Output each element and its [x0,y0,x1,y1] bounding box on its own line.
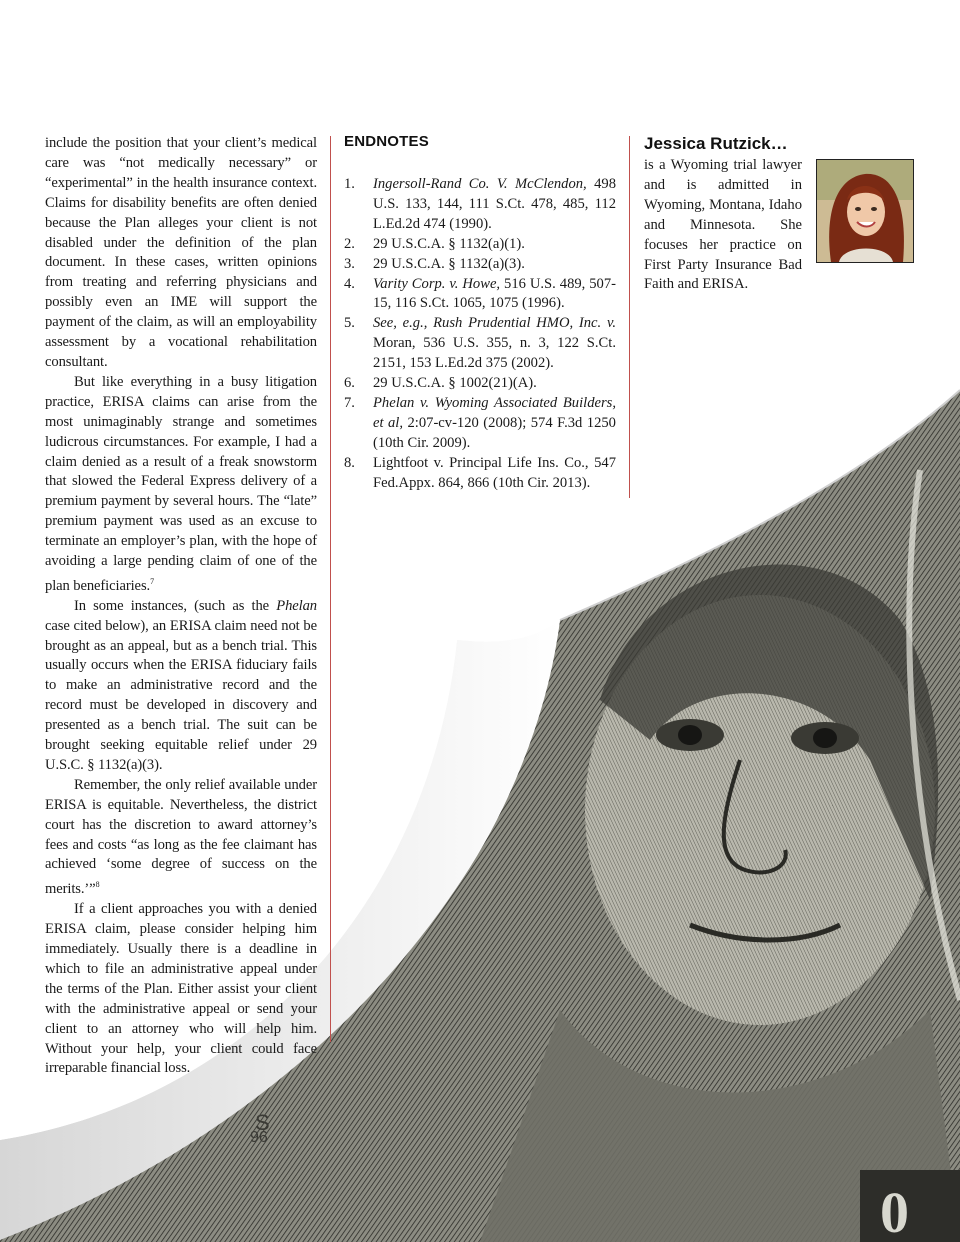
endnote-item [344,175,616,235]
author-bio-text: is a Wyoming trial lawyer and is admitted in Wyoming, Montana, Idaho and Minnesota. She focuses her practice on First Party Insurance Bad Faith and ERISA. [644,157,802,293]
endnote-number: 7. [344,394,355,411]
endnote-citation: Moran, 536 U.S. 355, n. 3, 122 S.Ct. 2151, 153 L.Ed.2d 375 (2002). [373,335,616,372]
endnote-number: 6. [344,375,355,392]
svg-text:S: S [255,1110,270,1135]
article-body-column [45,134,317,1079]
case-name-italic: Phelan [276,597,317,614]
endnote-citation: 498 U.S. 133, 144, 111 S.Ct. 478, 485, 112 L.Ed.2d 474 (1990). [373,176,616,232]
endnote-citation: 29 U.S.C.A. § 1002(21)(A). [373,375,537,392]
author-photo [816,159,914,263]
endnote-item [344,454,616,494]
endnote-number: 1. [344,176,355,192]
endnote-case-name: Ingersoll-Rand Co. V. McClendon, [373,176,587,192]
endnote-number: 8. [344,454,355,471]
body-paragraph-3-text-end: case cited below), an ERISA claim need not be brought as an appeal, but as a bench trial. This usually occurs when the ERISA fiduciary fails to make an administrative record and the record must be developed in discovery and presented as a bench trial. The suit can be brought seeking equitable relief under 29 U.S.C. § 1132(a)(3). [45,617,317,773]
endnote-number: 2. [344,235,355,252]
body-paragraph-2 [45,373,317,597]
endnote-number: 3. [344,255,355,272]
endnotes-heading: ENDNOTES [344,133,429,150]
endnote-item [344,235,616,255]
endnote-ref-8: 8 [95,880,100,890]
body-paragraph-3-text-start: In some instances, (such as the [74,597,277,614]
endnote-item [344,394,616,454]
endnote-item [344,314,616,374]
body-paragraph-2-text: But like everything in a busy litigation practice, ERISA claims can arise from the most unimaginably strange and sometimes ludicrous circumstances. For example, I had a claim denied as a result of a freak snowstorm that slowed the Federal Express delivery of a premium payment by several hours. The “late” premium payment was used as an excuse to terminate an employer’s plan, with the hope of avoiding a large pending claim of one of the plan beneficiaries. [45,373,317,594]
column-divider-left [330,136,331,1042]
endnote-ref-7: 7 [150,576,154,586]
endnote-citation: 516 U.S. 489, 507-15, 116 S.Ct. 1065, 1075 (1996). [373,275,616,312]
author-name: Jessica Rutzick… [644,134,788,153]
body-paragraph-4 [45,776,317,900]
endnotes-list [344,175,616,494]
endnote-number: 4. [344,275,355,292]
endnote-case-name: See, e.g., Rush Prudential HMO, Inc. v. [373,315,616,332]
endnote-citation: 29 U.S.C.A. § 1132(a)(1). [373,235,525,252]
endnote-case-name: Phelan v. Wyoming Associated Builders, et al, [373,394,616,431]
body-paragraph-4-text: Remember, the only relief available under ERISA is equitable. Nevertheless, the district court has the discretion to award attorney’s fees and costs “as long as the fee claimant has achieved ‘some degree of success on the merits.’” [45,776,317,898]
body-paragraph-1: include the position that your client’s medical care was “not medically necessary” or “experimental” in the health insurance context. Claims for disability benefits are often denied because the Plan alleges your client is not disabled under the definition of the plan document. In these cases, written opinions from treating and referring physicians and possibly even an IME will support the payment of the claim, as will an employability assessment by a vocational rehabilitation consultant. [45,135,317,370]
endnote-number: 5. [344,315,355,332]
endnote-citation: 29 U.S.C.A. § 1132(a)(3). [373,255,525,272]
endnote-citation: 2:07-cv-120 (2008); 574 F.3d 1250 (10th Cir. 2009). [373,414,616,451]
column-divider-right [629,136,630,498]
svg-text:0: 0 [880,1180,909,1242]
endnote-item [344,374,616,394]
endnote-item [344,255,616,275]
endnotes-section [344,133,616,494]
endnote-case-name: Varity Corp. v. Howe, [373,275,501,292]
body-paragraph-5: If a client approaches you with a denied ERISA claim, please consider helping him immediately. Usually there is a deadline in which to file an administrative appeal under the terms of the Plan. Either assist your client with the administrative appeal or send your client to an attorney who will help him. Without your help, your client could face irreparable financial loss. [45,901,317,1077]
svg-text:96: 96 [250,1129,268,1146]
body-paragraph-3 [45,597,317,776]
endnote-item [344,275,616,315]
endnote-citation: Lightfoot v. Principal Life Ins. Co., 547 Fed.Appx. 864, 866 (10th Cir. 2013). [373,454,616,491]
